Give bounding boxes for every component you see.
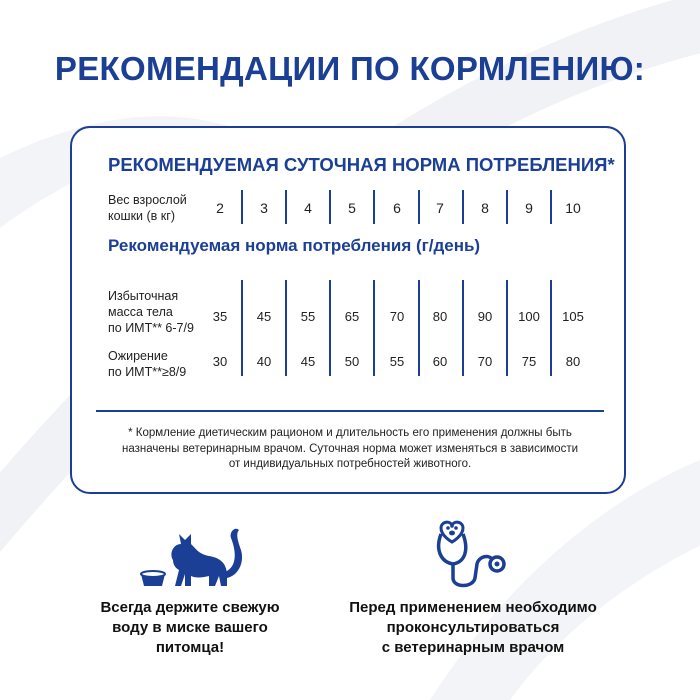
- value-cell: 45: [300, 354, 316, 369]
- column-divider: [373, 190, 375, 224]
- value-cell: 75: [521, 354, 537, 369]
- value-cell: 50: [344, 354, 360, 369]
- weight-label-line: Вес взрослой: [108, 193, 187, 207]
- page-title: РЕКОМЕНДАЦИИ ПО КОРМЛЕНИЮ:: [54, 50, 646, 87]
- column-divider: [241, 280, 243, 376]
- tip-line: Всегда держите свежую: [100, 599, 280, 616]
- column-divider: [462, 280, 464, 376]
- tip-line: питомца!: [155, 639, 225, 656]
- value-cell: 70: [477, 354, 493, 369]
- weight-cell: 9: [525, 200, 533, 216]
- feeding-table-card: [70, 126, 626, 494]
- tip-line: с ветеринарным врачом: [381, 639, 565, 656]
- tip-water: [60, 520, 320, 658]
- tip-line: воду в миске вашего: [112, 619, 268, 636]
- tip-vet-text: [333, 598, 613, 658]
- footnote: [102, 426, 598, 473]
- footnote-divider: [96, 410, 604, 412]
- column-divider: [550, 190, 552, 224]
- weight-cell: 5: [348, 200, 356, 216]
- row-label-line: по ИМТ**≥8/9: [108, 365, 187, 379]
- stethoscope-paw-icon: [433, 520, 513, 590]
- tip-line: Перед применением необходимо: [349, 599, 597, 616]
- row-label-line: по ИМТ** 6-7/9: [108, 321, 194, 335]
- section-subtitle: Рекомендуемая норма потребления (г/день): [108, 236, 481, 255]
- column-divider: [373, 280, 375, 376]
- weight-cell: 10: [565, 200, 581, 216]
- weight-row-label: [108, 192, 208, 224]
- footnote-line: от индивидуальных потребностей животного.: [228, 458, 472, 470]
- column-divider: [506, 280, 508, 376]
- footnote-line: назначены ветеринарным врачом. Суточная норма может изменяться в зависимости: [121, 442, 579, 455]
- column-divider: [506, 190, 508, 224]
- value-cell: 60: [432, 354, 448, 369]
- value-cell: 90: [477, 309, 493, 324]
- column-divider: [550, 280, 552, 376]
- column-divider: [329, 190, 331, 224]
- weight-label-line: кошки (в кг): [108, 209, 175, 223]
- value-cell: 30: [212, 354, 228, 369]
- value-cell: 45: [256, 309, 272, 324]
- weight-cell: 6: [393, 200, 401, 216]
- weight-cell: 4: [304, 200, 312, 216]
- column-divider: [462, 190, 464, 224]
- card-title: РЕКОМЕНДУЕМАЯ СУТОЧНАЯ НОРМА ПОТРЕБЛЕНИЯ*: [108, 154, 615, 175]
- column-divider: [329, 280, 331, 376]
- weight-cell: 8: [481, 200, 489, 216]
- column-divider: [418, 190, 420, 224]
- weight-cell: 2: [216, 200, 224, 216]
- weight-cell: 7: [436, 200, 444, 216]
- column-divider: [285, 280, 287, 376]
- tip-water-text: [60, 598, 320, 658]
- value-cell: 105: [562, 309, 584, 324]
- row-label-line: масса тела: [108, 305, 173, 319]
- column-divider: [241, 190, 243, 224]
- value-cell: 70: [389, 309, 405, 324]
- weight-cell: 3: [260, 200, 268, 216]
- row-label-line: Ожирение: [108, 349, 168, 363]
- tip-line: проконсультироваться: [386, 619, 560, 636]
- column-divider: [285, 190, 287, 224]
- value-cell: 100: [518, 309, 540, 324]
- column-divider: [418, 280, 420, 376]
- value-cell: 40: [256, 354, 272, 369]
- value-cell: 80: [432, 309, 448, 324]
- value-cell: 65: [344, 309, 360, 324]
- value-cell: 35: [212, 309, 228, 324]
- value-cell: 80: [565, 354, 581, 369]
- cat-with-bowl-icon: [135, 520, 245, 590]
- value-cell: 55: [389, 354, 405, 369]
- row-label-line: Избыточная: [108, 289, 179, 303]
- footnote-line: * Кормление диетическим рационом и длительность его применения должны быть: [128, 427, 572, 439]
- tip-vet: [333, 520, 613, 658]
- value-cell: 55: [300, 309, 316, 324]
